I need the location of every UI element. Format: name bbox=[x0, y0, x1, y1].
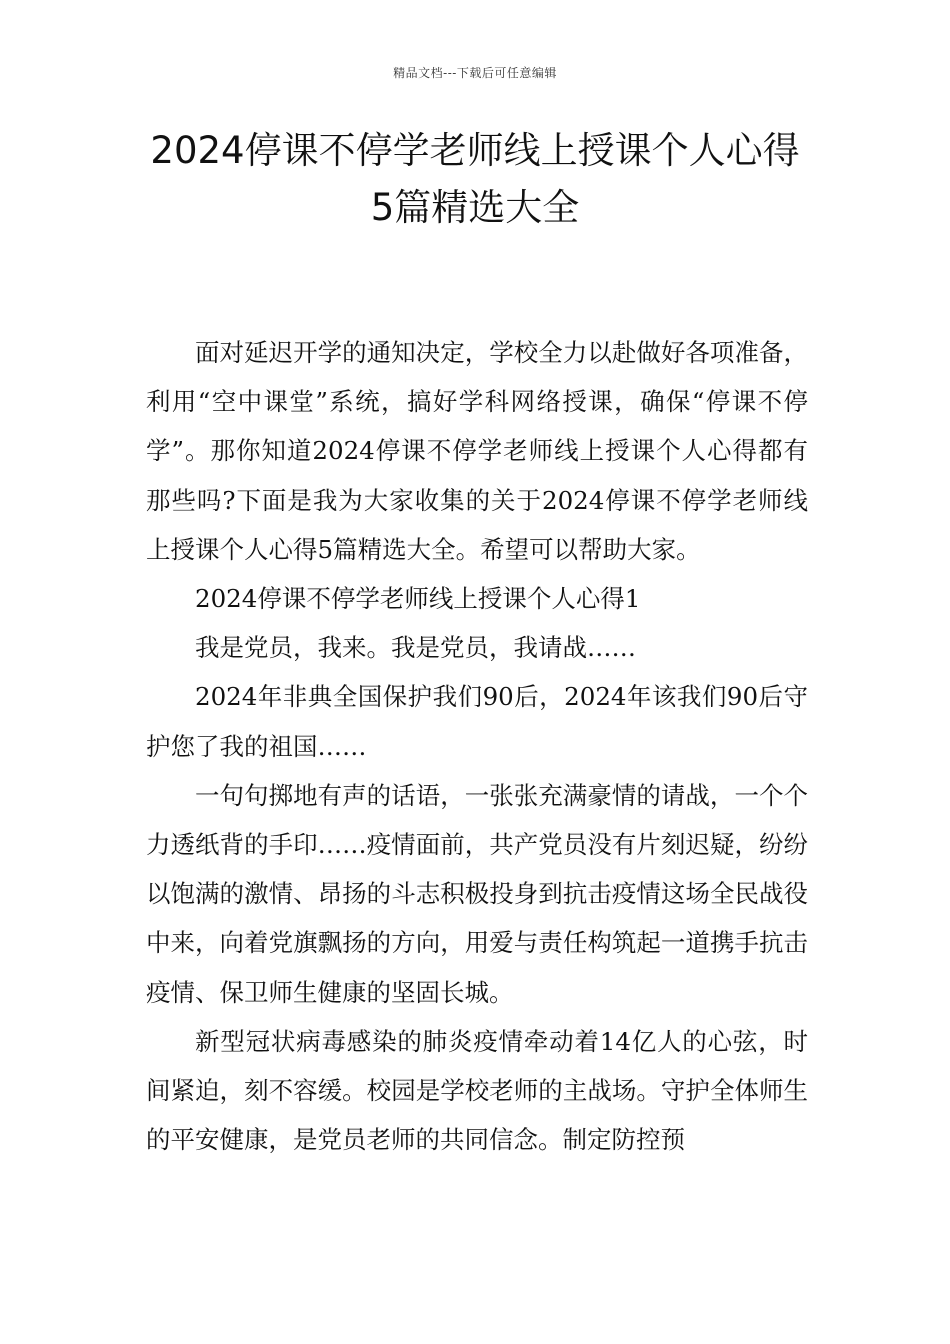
header-note: 精品文档---下载后可任意编辑 bbox=[393, 66, 557, 80]
section-heading: 2024停课不停学老师线上授课个人心得1 bbox=[195, 584, 641, 614]
paragraph: 新型冠状病毒感染的肺炎疫情牵动着14亿人的心弦，时间紧迫，刻不容缓。校园是学校老师的主战场。守护全体师生的平安健康，是党员老师的共同信念。制定防控预 bbox=[146, 1026, 808, 1155]
paragraph: 我是党员，我来。我是党员，我请战…… bbox=[195, 633, 636, 663]
title-line-1: 2024停课不停学老师线上授课个人心得 bbox=[150, 129, 800, 172]
document-title bbox=[100, 122, 850, 236]
paragraph: 一句句掷地有声的话语，一张张充满豪情的请战，一个个力透纸背的手印……疫情面前，共产党员没有片刻迟疑，纷纷以饱满的激情、昂扬的斗志积极投身到抗击疫情这场全民战役中来，向着党旗飘扬的方向，用爱与责任构筑起一道携手抗击疫情、保卫师生健康的坚固长城。 bbox=[146, 780, 808, 1007]
paragraph: 2024年非典全国保护我们90后，2024年该我们90后守护您了我的祖国…… bbox=[146, 682, 808, 761]
paragraph-intro: 面对延迟开学的通知决定，学校全力以赴做好各项准备，利用“空中课堂”系统，搞好学科网络授课，确保“停课不停学”。那你知道2024停课不停学老师线上授课个人心得都有那些吗?下面是我为大家收集的关于2024停课不停学老师线上授课个人心得5篇精选大全。希望可以帮助大家。 bbox=[146, 338, 808, 564]
title-line-2: 5篇精选大全 bbox=[370, 186, 580, 229]
document-body bbox=[146, 328, 808, 1164]
